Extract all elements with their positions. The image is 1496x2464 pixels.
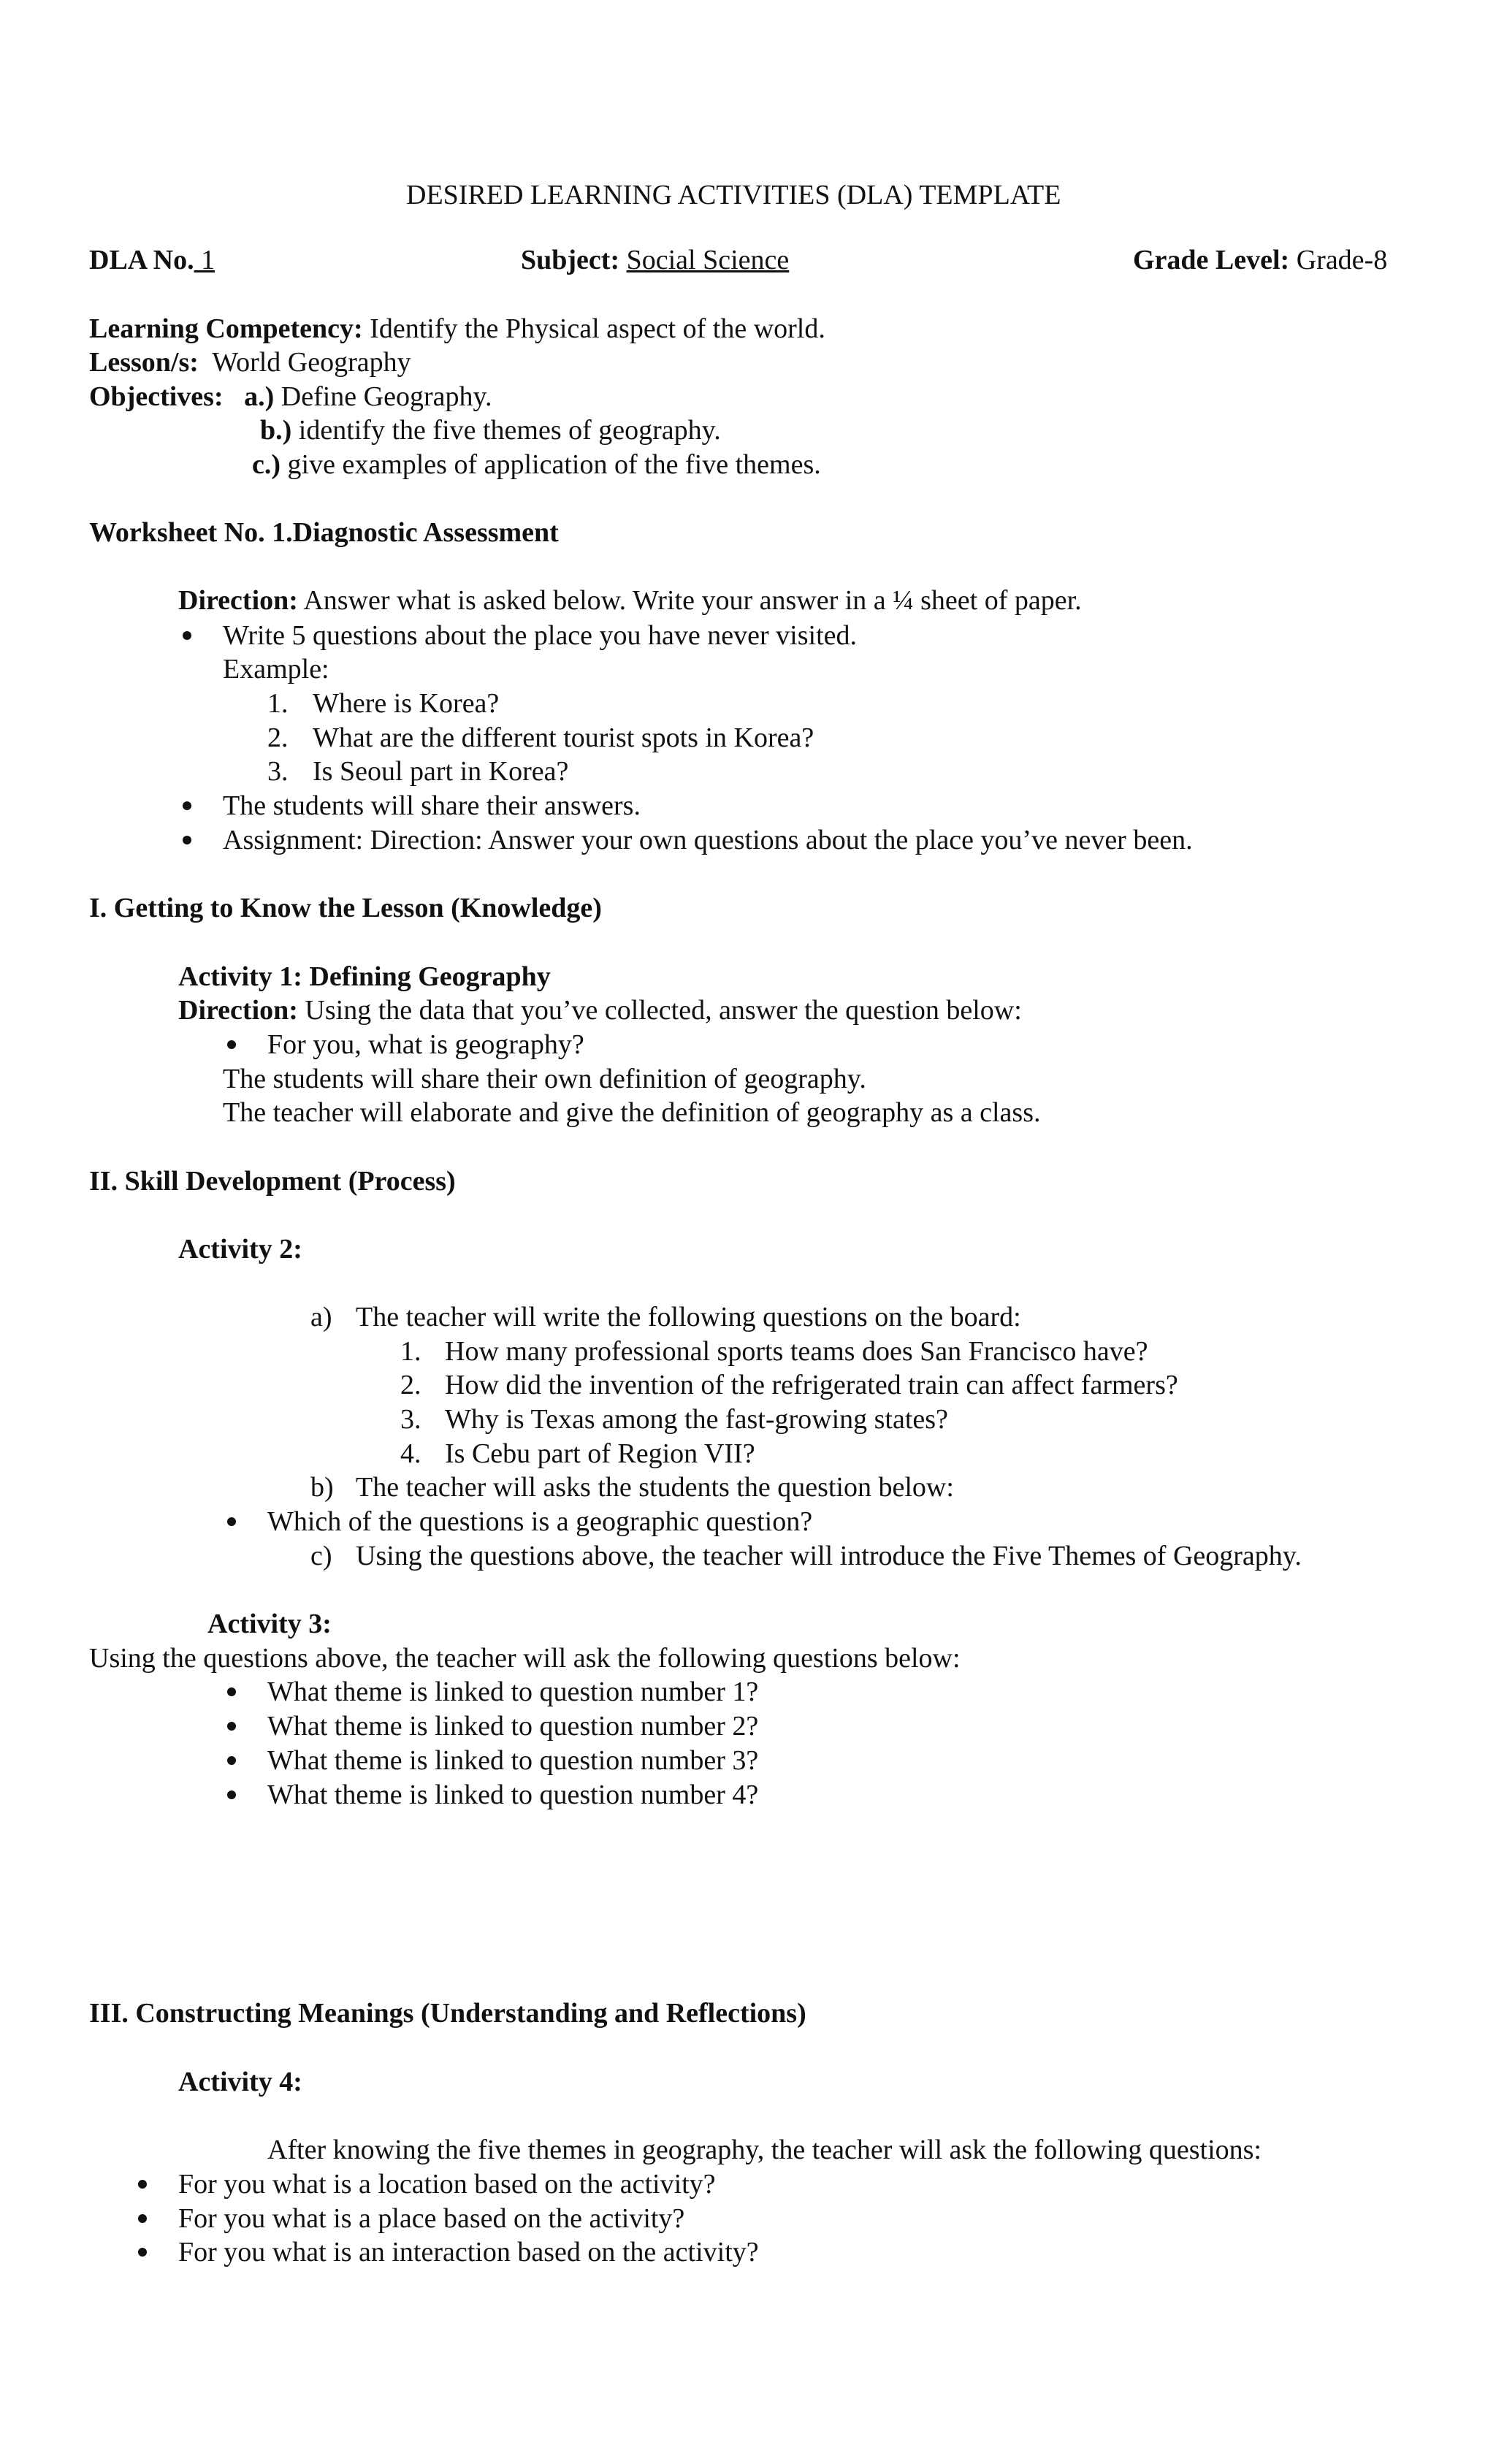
activity-1-title: Activity 1: Defining Geography [178,961,551,992]
objective-a-letter: a.) [244,381,275,412]
activity-3-bullet-3: What theme is linked to question number 3? [267,1745,759,1776]
question-1-number: 1. [400,1336,421,1367]
bullet-icon [183,631,191,640]
worksheet-bullet-1: Write 5 questions about the place you have never visited. [223,620,857,651]
activity-1-direction-text: Using the data that you’ve collected, answer the question below: [305,995,1022,1026]
activity-3-title: Activity 3: [207,1609,332,1639]
objective-b-text: identify the five themes of geography. [298,415,721,446]
dla-number [89,243,215,277]
item-c-text: Using the questions above, the teacher will introduce the Five Themes of Geography. [356,1541,1302,1571]
learning-competency [89,312,825,346]
subject-value: Social Science [626,245,790,275]
activity-4-bullet-3: For you what is an interaction based on the activity? [178,2237,759,2267]
objective-b-letter: b.) [260,415,292,446]
activity-1-direction [178,993,1022,1027]
objective-c-text: give examples of application of the five themes. [287,449,821,480]
worksheet-heading: Worksheet No. 1.Diagnostic Assessment [89,517,559,548]
question-3-text: Why is Texas among the fast-growing states? [445,1404,948,1435]
activity-3-bullet-2: What theme is linked to question number 2? [267,1711,759,1742]
objective-a [89,380,492,413]
worksheet-direction-text: Answer what is asked below. Write your answer in a ¼ sheet of paper. [303,585,1082,616]
activity-4-bullet-1: For you what is a location based on the activity? [178,2169,716,2200]
item-a-letter: a) [310,1302,332,1332]
section-1-heading: I. Getting to Know the Lesson (Knowledge) [89,893,602,923]
objective-c-letter: c.) [252,449,281,480]
grade-value: Grade-8 [1296,245,1388,275]
worksheet-direction-label: Direction: [178,585,298,616]
example-2-text: What are the different tourist spots in Korea? [313,722,814,753]
bullet-icon [227,1790,236,1799]
bullet-icon [183,836,191,844]
question-4-text: Is Cebu part of Region VII? [445,1438,755,1469]
bullet-icon [138,2248,147,2257]
section-3-heading: III. Constructing Meanings (Understanding and Reflections) [89,1998,806,2029]
bullet-icon [183,801,191,810]
example-3-number: 3. [267,756,289,787]
activity-3-intro: Using the questions above, the teacher will ask the following questions below: [89,1643,961,1674]
lesson-value: World Geography [212,347,411,378]
worksheet-direction [178,584,1082,617]
bullet-icon [138,2214,147,2223]
activity-4-bullet-2: For you what is a place based on the activity? [178,2203,685,2234]
subject-label: Subject: [521,245,620,275]
question-3-number: 3. [400,1404,421,1435]
bullet-icon [227,1756,236,1765]
question-1-text: How many professional sports teams does San Francisco have? [445,1336,1148,1367]
bullet-icon [227,1687,236,1696]
subject [521,243,789,277]
bullet-icon [227,1722,236,1731]
worksheet-bullet-3: Assignment: Direction: Answer your own questions about the place you’ve never been. [223,825,1193,855]
objective-c [252,448,821,481]
item-b-text: The teacher will asks the students the question below: [356,1472,954,1503]
grade-level [1133,243,1387,277]
objectives-label: Objectives: [89,381,224,412]
example-label: Example: [223,654,329,684]
activity-3-bullet-4: What theme is linked to question number 4? [267,1780,759,1810]
question-4-number: 4. [400,1438,421,1469]
lesson-label: Lesson/s: [89,347,199,378]
competency-value: Identify the Physical aspect of the world. [370,313,825,344]
objective-b [260,413,721,447]
objective-a-text: Define Geography. [280,381,492,412]
activity-1-line-1: The students will share their own definition of geography. [223,1064,866,1094]
bullet-icon [227,1040,236,1049]
item-b-bullet: Which of the questions is a geographic question? [267,1506,813,1537]
example-3-text: Is Seoul part in Korea? [313,756,569,787]
bullet-icon [227,1517,236,1526]
question-2-text: How did the invention of the refrigerated train can affect farmers? [445,1370,1178,1400]
worksheet-bullet-2: The students will share their answers. [223,790,641,821]
example-2-number: 2. [267,722,289,753]
activity-2-title: Activity 2: [178,1234,302,1265]
competency-label: Learning Competency: [89,313,363,344]
activity-1-direction-label: Direction: [178,995,298,1026]
lesson [89,346,411,379]
example-1-number: 1. [267,688,289,719]
document-title: DESIRED LEARNING ACTIVITIES (DLA) TEMPLATE [406,180,1061,210]
activity-4-intro: After knowing the five themes in geography, the teacher will ask the following questions: [267,2135,1262,2165]
activity-1-line-2: The teacher will elaborate and give the definition of geography as a class. [223,1097,1041,1128]
activity-4-title: Activity 4: [178,2067,302,2097]
section-2-heading: II. Skill Development (Process) [89,1166,456,1197]
activity-1-bullet: For you, what is geography? [267,1029,584,1060]
activity-3-bullet-1: What theme is linked to question number 1? [267,1677,759,1707]
grade-label: Grade Level: [1133,245,1290,275]
dla-value: 1 [194,245,215,275]
dla-label: DLA No. [89,245,194,275]
bullet-icon [138,2180,147,2189]
item-b-letter: b) [310,1472,334,1503]
example-1-text: Where is Korea? [313,688,500,719]
item-c-letter: c) [310,1541,332,1571]
question-2-number: 2. [400,1370,421,1400]
item-a-text: The teacher will write the following questions on the board: [356,1302,1021,1332]
